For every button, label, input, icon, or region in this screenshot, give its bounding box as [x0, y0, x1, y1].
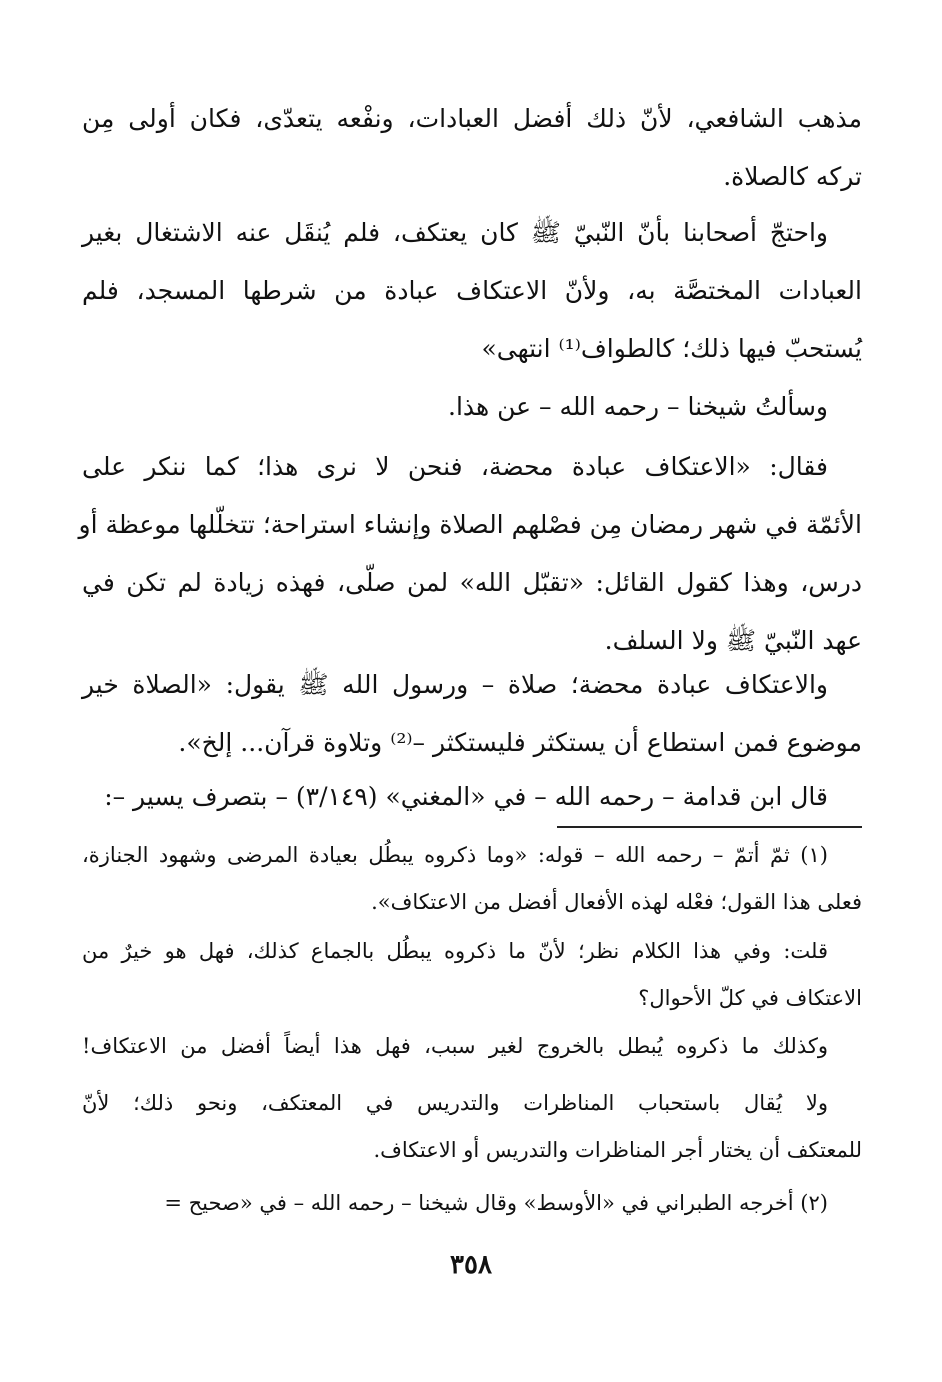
main-line: درس، وهذا كقول القائل: «تقبّل الله» لمن صلّى، فهذه زيادة لم تكن في [82, 568, 862, 597]
footnote-line: الاعتكاف في كلّ الأحوال؟ [638, 986, 862, 1010]
footnote-2 [82, 1180, 862, 1227]
main-line: الأئمّة في شهر رمضان مِن فصْلهم الصلاة وإنشاء استراحة؛ تتخلّلها موعظة أو [78, 510, 862, 539]
main-line: العبادات المختصَّة به، ولأنّ الاعتكاف عبادة من شرطها المسجد، فلم [82, 276, 862, 305]
main-line: فقال: «الاعتكاف عبادة محضة، فنحن لا نرى هذا؛ كما ننكر على [82, 452, 828, 481]
main-text [82, 90, 862, 206]
footnote-1-comment [82, 1080, 862, 1174]
footnote-line: وكذلك ما ذكروه يُبطل بالخروج لغير سبب، فهل هذا أيضاً أفضل من الاعتكاف! [82, 1034, 828, 1058]
footnote-line: للمعتكف أن يختار أجر المناظرات والتدريس أو الاعتكاف. [373, 1138, 862, 1162]
main-line: مذهب الشافعي، لأنّ ذلك أفضل العبادات، ونفْعه يتعدّى، فكان أولى مِن [82, 104, 862, 133]
main-line: وسألتُ شيخنا – رحمه الله – عن هذا. [448, 392, 828, 421]
footnote-1 [82, 832, 862, 926]
footnote-line: قلت: وفي هذا الكلام نظر؛ لأنّ ما ذكروه يبطُل بالجماع كذلك، فهل هو خيرٌ من [82, 939, 828, 963]
page-number: ٣٥٨ [450, 1250, 492, 1280]
main-line: تركه كالصلاة. [723, 162, 862, 191]
main-line: واحتجّ أصحابنا بأنّ النّبيّ ﷺ كان يعتكف، فلم يُنقَل عنه الاشتغال بغير [82, 218, 828, 247]
footnote-1-comment [82, 1023, 862, 1070]
footnote-line: ولا يُقال باستحباب المناظرات والتدريس في المعتكف، ونحو ذلك؛ لأنّ [82, 1091, 828, 1115]
footnote-line: (١) ثمّ أتمّ – رحمه الله – قوله: «وما ذكروه يبطُل بعيادة المرضى وشهود الجنازة، [82, 843, 828, 867]
main-paragraph [82, 378, 862, 436]
footnote-1-comment [82, 928, 862, 1022]
main-paragraph [78, 438, 862, 670]
footnote-separator [557, 826, 862, 828]
main-paragraph [82, 204, 862, 378]
footnote-line: (٢) أخرجه الطبراني في «الأوسط» وقال شيخنا – رحمه الله – في «صحيح = [164, 1191, 828, 1215]
main-line: والاعتكاف عبادة محضة؛ صلاة – ورسول الله ﷺ يقول: «الصلاة خير [82, 670, 828, 699]
main-line: يُستحبّ فيها ذلك؛ كالطواف⁽¹⁾ انتهى» [481, 334, 862, 363]
main-paragraph [82, 656, 862, 772]
main-line: موضوع فمن استطاع أن يستكثر فليستكثر –⁽²⁾ وتلاوة قرآن... إلخ». [178, 728, 862, 757]
main-line: عهد النّبيّ ﷺ ولا السلف. [604, 626, 862, 655]
footnote-line: فعلى هذا القول؛ فعْله لهذه الأفعال أفضل من الاعتكاف». [371, 890, 862, 914]
main-line: قال ابن قدامة – رحمه الله – في «المغني» (٣/١٤٩) – بتصرف يسير –: [104, 782, 828, 811]
main-paragraph [82, 768, 862, 826]
